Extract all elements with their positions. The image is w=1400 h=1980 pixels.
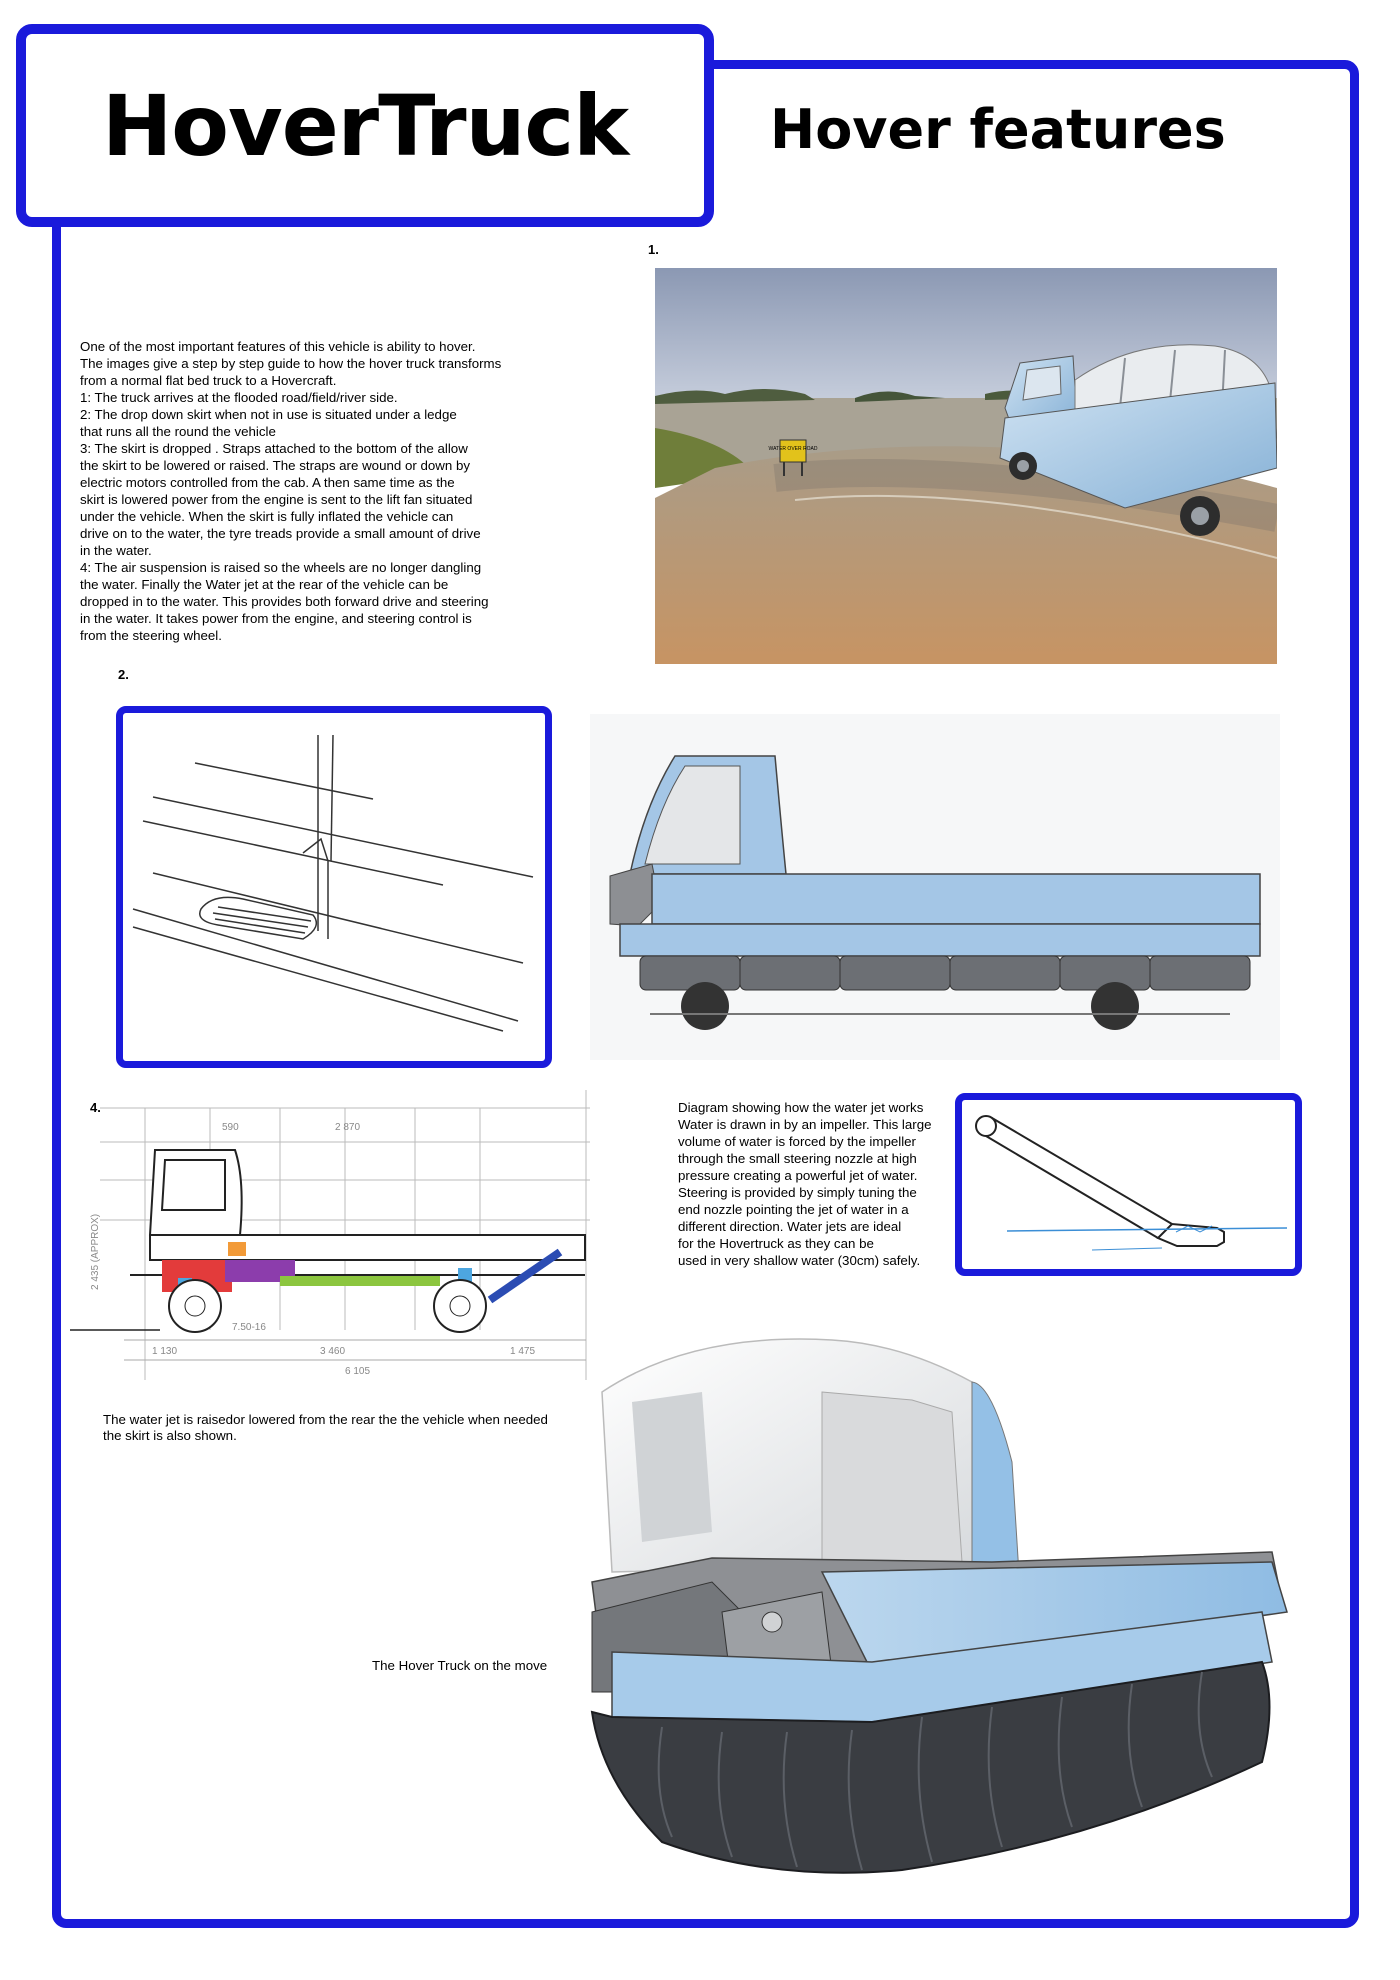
dim-top-left: 590	[222, 1122, 239, 1133]
step-2-number: 2.	[118, 667, 129, 682]
dim-top-right: 2 870	[335, 1122, 361, 1133]
title-box	[16, 24, 714, 227]
dim-wheelbase: 3 460	[320, 1346, 346, 1357]
step-1-number: 1.	[648, 242, 659, 257]
tyre-size: 7.50-16	[232, 1322, 266, 1333]
diagram-caption: The water jet is raisedor lowered from the rear the the vehicle when needed the skirt is also shown.	[103, 1412, 548, 1443]
step-4-number: 4.	[90, 1100, 101, 1115]
intro-text: One of the most important features of this vehicle is ability to hover. The images give a step by step guide to how the hover truck transforms from a normal flat bed truck to a Hovercraft. 1: The truck arrives at the flooded road/field/river side. 2: The drop down skirt when not in use is situated under a ledge that runs all the round the vehicle 3: The skirt is dropped . Straps attached to the bottom of the allow the skirt to be lowered or raised. The straps are wound or down by electric motors controlled from the cab. A then same time as the skirt is lowered power from the engine is sent to the lift fan situated under the vehicle. When the skirt is fully inflated the vehicle can drive on to the water, the tyre treads provide a small amount of drive in the water. 4: The air suspension is raised so the wheels are no longer dangling the water. Finally the Water jet at the rear of the vehicle can be dropped in to the water. This provides both forward drive and steering in the water. It takes power from the engine, and steering control is from the steering wheel.	[80, 339, 502, 643]
skirt-dropped-sketch	[590, 714, 1280, 1060]
poster-subtitle: Hover features	[770, 98, 1226, 161]
water-sign-text: WATER OVER ROAD	[768, 446, 818, 452]
dim-total: 6 105	[345, 1366, 371, 1377]
hover-truck-render	[572, 1322, 1290, 1894]
waterjet-diagram	[955, 1093, 1302, 1276]
skirt-ledge-sketch	[116, 706, 552, 1068]
dim-rear: 1 475	[510, 1346, 536, 1357]
poster-title: HoverTruck	[101, 76, 629, 175]
waterjet-description: Diagram showing how the water jet works Water is drawn in by an impeller. This large volume of water is forced by the impeller through the small steering nozzle at high pressure creating a powerful jet of water. Steering is provided by simply tuning the end nozzle pointing the jet of water in a different direction. Water jets are ideal for the Hovertruck as they can be used in very shallow water (30cm) safely.	[678, 1100, 932, 1268]
dim-front: 1 130	[152, 1346, 178, 1357]
dim-height: 2 435 (APPROX)	[90, 1213, 101, 1290]
technical-side-diagram	[70, 1090, 590, 1380]
move-caption: The Hover Truck on the move	[372, 1658, 548, 1673]
flooded-road-photo	[655, 268, 1277, 664]
